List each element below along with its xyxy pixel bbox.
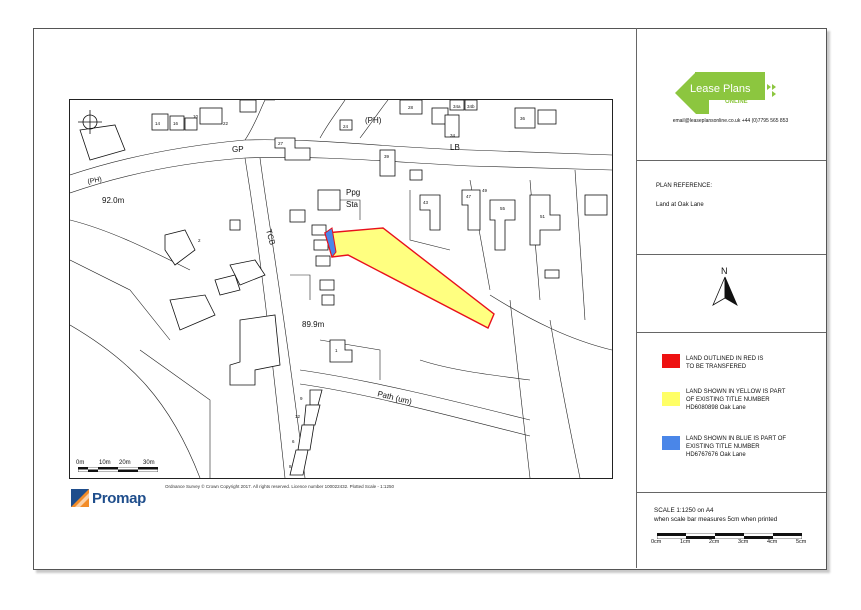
house-number: 43	[423, 200, 429, 205]
copyright-note: Ordnance Survey © Crown Copyright 2017. All rights reserved. Licence number 100022432. Plotted Scale - 1:1250	[165, 484, 394, 489]
house-number: 39	[384, 154, 390, 159]
house-number: 36	[520, 116, 526, 121]
house-number: 27	[278, 141, 284, 146]
promap-logo-icon	[71, 489, 89, 507]
legend-swatch-red	[662, 354, 680, 368]
cm-scale-label: 3cm	[738, 539, 749, 545]
label-height-899: 89.9m	[302, 320, 325, 329]
label-path: Path (um)	[376, 389, 413, 407]
plan-reference-value: Land at Oak Lane	[656, 202, 704, 208]
house-number: 49	[482, 188, 488, 193]
house-number: 9	[300, 396, 303, 401]
contact-line: email@leaseplansonline.co.uk +44 (0)7795 565 853	[672, 118, 789, 124]
house-number: 51	[540, 214, 546, 219]
land-parcel	[325, 228, 494, 328]
house-number: 55	[500, 206, 506, 211]
house-number: 8	[289, 464, 292, 469]
house-number: 1	[335, 348, 338, 353]
legend-swatch-yellow	[662, 392, 680, 406]
label-ph-top: (PH)	[365, 116, 382, 125]
map-scale-label: 20m	[119, 460, 131, 466]
north-arrow-icon	[708, 265, 742, 310]
label-ppg: Ppg	[346, 188, 361, 197]
promap-logo-text: Promap	[92, 490, 147, 507]
house-number: 34	[450, 133, 456, 138]
scale-line-2: when scale bar measures 5cm when printed	[654, 516, 778, 523]
scale-line-1: SCALE 1:1250 on A4	[654, 507, 714, 514]
house-number: 34a	[453, 104, 461, 109]
cm-scale-label: 5cm	[796, 539, 807, 545]
house-number: 16	[173, 121, 179, 126]
label-gp: GP	[232, 145, 244, 154]
label-height-920: 92.0m	[102, 196, 125, 205]
house-number: 2	[198, 238, 201, 243]
label-tcb: TCB	[264, 228, 277, 246]
house-number: 28	[408, 105, 414, 110]
road-edge-north	[70, 140, 612, 175]
label-ph-left: (PH)	[86, 176, 103, 186]
house-number: 22	[223, 121, 229, 126]
cm-scale-label: 2cm	[709, 539, 720, 545]
map-scale-label: 10m	[99, 460, 111, 466]
house-number: 6	[292, 439, 295, 444]
house-number: 14	[155, 121, 161, 126]
house-number: 24	[343, 124, 349, 129]
plan-reference-title: PLAN REFERENCE:	[656, 183, 713, 189]
cm-scale-bar	[657, 533, 802, 539]
map	[69, 99, 613, 479]
map-scale-bar	[78, 467, 158, 472]
map-scale-label: 30m	[143, 460, 155, 466]
logo-line1: Lease Plans	[690, 83, 751, 95]
cm-scale-label: 4cm	[767, 539, 778, 545]
yellow-parcel	[325, 228, 494, 328]
cm-scale-label: 0cm	[651, 539, 662, 545]
map-scale-label: 0m	[76, 460, 85, 466]
label-sta: Sta	[346, 200, 359, 209]
north-label: N	[721, 266, 728, 276]
logo-line2: ONLINE	[725, 99, 748, 105]
legend-text-blue: LAND SHOWN IN BLUE IS PART OF EXISTING TITLE NUMBER HD6767676 Oak Lane	[686, 436, 787, 458]
legend-text-yellow: LAND SHOWN IN YELLOW IS PART OF EXISTING TITLE NUMBER HD6080898 Oak Lane	[686, 389, 786, 411]
leaseplans-logo	[675, 72, 785, 114]
legend-swatch-blue	[662, 436, 680, 450]
house-number: 12	[295, 414, 301, 419]
house-number: 10	[193, 114, 199, 119]
logo-arrows	[767, 84, 776, 97]
path-north	[300, 370, 530, 420]
label-lb: LB	[450, 143, 460, 152]
cm-scale-label: 1cm	[680, 539, 691, 545]
legend-text-red: LAND OUTLINED IN RED IS TO BE TRANSFERED	[686, 356, 764, 370]
house-number: 34b	[467, 104, 475, 109]
house-number: 47	[466, 194, 472, 199]
